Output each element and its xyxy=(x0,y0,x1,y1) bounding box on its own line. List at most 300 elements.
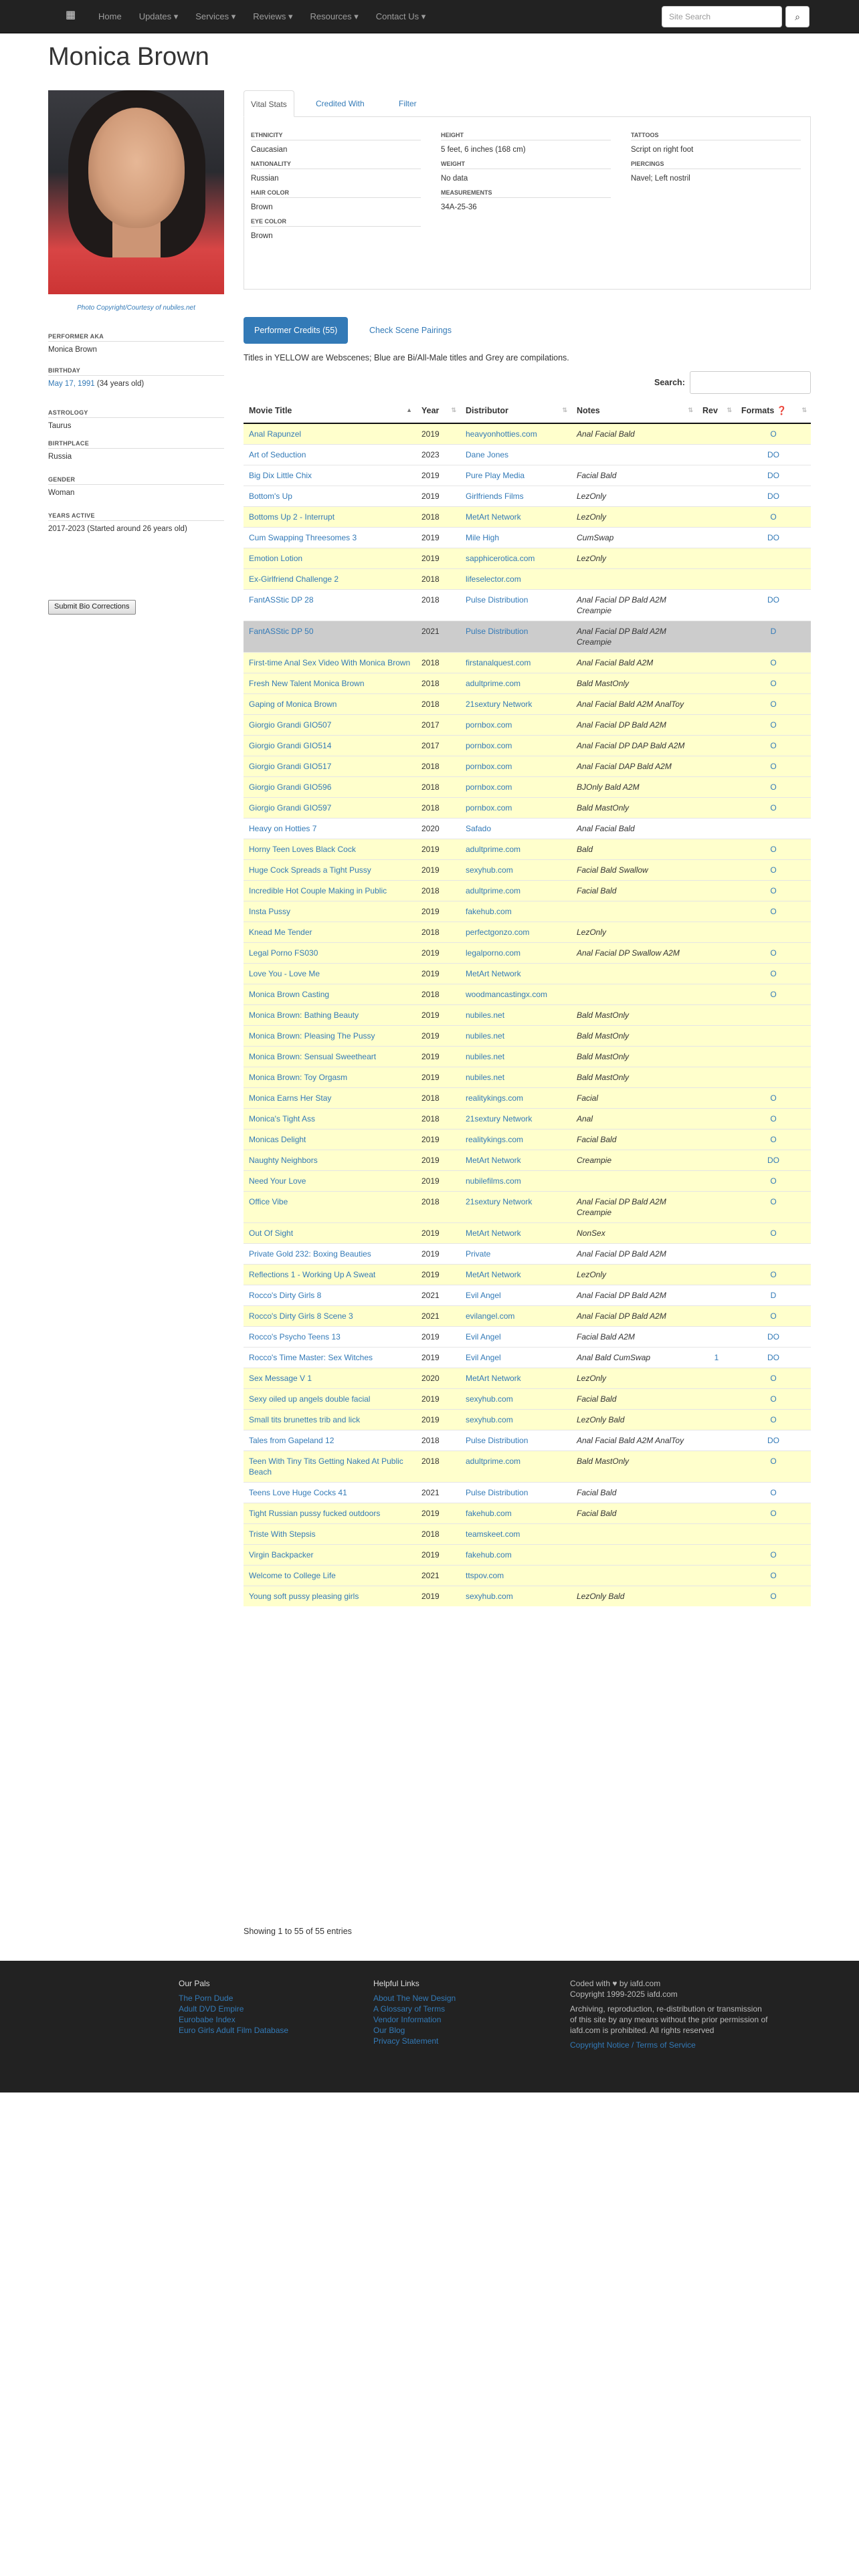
notes-cell: LezOnly xyxy=(571,922,697,943)
tab-performer-credits[interactable]: Performer Credits (55) xyxy=(244,317,348,344)
distributor-link[interactable]: nubilefilms.com xyxy=(460,1171,571,1192)
tab-credited-with[interactable]: Credited With xyxy=(316,99,365,108)
formats-cell[interactable]: O xyxy=(736,1566,811,1586)
nav-services[interactable]: Services ▾ xyxy=(195,11,236,21)
footer-link[interactable]: Eurobabe Index xyxy=(179,2015,235,2024)
formats-cell[interactable] xyxy=(736,1067,811,1088)
formats-cell[interactable]: O xyxy=(736,1265,811,1285)
rev-cell[interactable] xyxy=(697,839,736,860)
movie-title-link[interactable]: Legal Porno FS030 xyxy=(244,943,416,964)
formats-cell[interactable]: O xyxy=(736,756,811,777)
rev-cell[interactable] xyxy=(697,777,736,798)
movie-title-link[interactable]: Insta Pussy xyxy=(244,901,416,922)
rev-cell[interactable] xyxy=(697,860,736,881)
distributor-link[interactable]: evilangel.com xyxy=(460,1306,571,1327)
rev-cell[interactable] xyxy=(697,1586,736,1607)
distributor-link[interactable]: nubiles.net xyxy=(460,1067,571,1088)
distributor-link[interactable]: 21sextury Network xyxy=(460,1192,571,1223)
rev-cell[interactable] xyxy=(697,1327,736,1348)
formats-cell[interactable]: O xyxy=(736,881,811,901)
distributor-link[interactable]: Pulse Distribution xyxy=(460,621,571,653)
distributor-link[interactable]: Pure Play Media xyxy=(460,465,571,486)
rev-cell[interactable] xyxy=(697,569,736,590)
formats-cell[interactable]: O xyxy=(736,1130,811,1150)
table-row xyxy=(244,1503,811,1524)
movie-title-link[interactable]: Sex Message V 1 xyxy=(244,1368,416,1389)
movie-title-link[interactable]: Tight Russian pussy fucked outdoors xyxy=(244,1503,416,1524)
movie-title-link[interactable]: Gaping of Monica Brown xyxy=(244,694,416,715)
notes-cell: Anal Facial DP Swallow A2M xyxy=(571,943,697,964)
movie-title-link[interactable]: Giorgio Grandi GIO597 xyxy=(244,798,416,819)
distributor-link[interactable]: 21sextury Network xyxy=(460,694,571,715)
year-cell: 2018 xyxy=(416,1451,460,1483)
site-search-input[interactable]: Site Search xyxy=(662,6,782,27)
distributor-link[interactable]: Evil Angel xyxy=(460,1348,571,1368)
rev-cell[interactable] xyxy=(697,590,736,621)
rev-cell[interactable] xyxy=(697,1503,736,1524)
year-cell: 2019 xyxy=(416,1067,460,1088)
rev-cell[interactable] xyxy=(697,1566,736,1586)
formats-cell[interactable]: O xyxy=(736,673,811,694)
movie-title-link[interactable]: Rocco's Dirty Girls 8 Scene 3 xyxy=(244,1306,416,1327)
movie-title-link[interactable]: Emotion Lotion xyxy=(244,548,416,569)
formats-cell[interactable] xyxy=(736,548,811,569)
formats-cell[interactable]: O xyxy=(736,1389,811,1410)
distributor-link[interactable]: Pulse Distribution xyxy=(460,590,571,621)
bio-value: Woman xyxy=(48,489,75,497)
nav-updates[interactable]: Updates ▾ xyxy=(138,11,179,21)
movie-title-link[interactable]: Giorgio Grandi GIO596 xyxy=(244,777,416,798)
formats-cell[interactable]: O xyxy=(736,715,811,736)
notes-cell: Facial Bald xyxy=(571,465,697,486)
movie-title-link[interactable]: Love You - Love Me xyxy=(244,964,416,984)
footer-link[interactable]: A Glossary of Terms xyxy=(373,2004,446,2014)
distributor-link[interactable]: sexyhub.com xyxy=(460,860,571,881)
rev-cell[interactable] xyxy=(697,445,736,465)
nav-resources[interactable]: Resources ▾ xyxy=(310,11,359,21)
movie-title-link[interactable]: Teen With Tiny Tits Getting Naked At Public Beach xyxy=(244,1451,416,1483)
movie-title-link[interactable]: Out Of Sight xyxy=(244,1223,416,1244)
submit-corrections-button[interactable]: Submit Bio Corrections xyxy=(48,600,136,615)
formats-cell[interactable]: O xyxy=(736,943,811,964)
table-row xyxy=(244,715,811,736)
formats-cell[interactable]: O xyxy=(736,984,811,1005)
col-year[interactable]: Year ⇅ xyxy=(416,399,460,423)
distributor-link[interactable]: adultprime.com xyxy=(460,673,571,694)
formats-cell[interactable]: O xyxy=(736,694,811,715)
rev-cell[interactable] xyxy=(697,507,736,528)
distributor-link[interactable]: sexyhub.com xyxy=(460,1410,571,1430)
movie-title-link[interactable]: FantASStic DP 28 xyxy=(244,590,416,621)
distributor-link[interactable]: MetArt Network xyxy=(460,1223,571,1244)
distributor-link[interactable]: legalporno.com xyxy=(460,943,571,964)
formats-cell[interactable]: O xyxy=(736,777,811,798)
movie-title-link[interactable]: Rocco's Psycho Teens 13 xyxy=(244,1327,416,1348)
distributor-link[interactable]: adultprime.com xyxy=(460,839,571,860)
movie-title-link[interactable]: Office Vibe xyxy=(244,1192,416,1223)
rev-cell[interactable] xyxy=(697,1265,736,1285)
movie-title-link[interactable]: Cum Swapping Threesomes 3 xyxy=(244,528,416,548)
formats-cell[interactable]: O xyxy=(736,964,811,984)
distributor-link[interactable]: ttspov.com xyxy=(460,1566,571,1586)
distributor-link[interactable]: nubiles.net xyxy=(460,1047,571,1067)
footer-link[interactable]: Vendor Information xyxy=(373,2015,442,2024)
formats-cell[interactable] xyxy=(736,1005,811,1026)
rev-cell[interactable] xyxy=(697,736,736,756)
formats-cell[interactable]: O xyxy=(736,1171,811,1192)
distributor-link[interactable]: perfectgonzo.com xyxy=(460,922,571,943)
formats-cell[interactable]: O xyxy=(736,798,811,819)
vital-value: Caucasian xyxy=(251,146,288,154)
year-cell: 2021 xyxy=(416,1306,460,1327)
formats-cell[interactable]: O xyxy=(736,1586,811,1607)
notes-cell: Anal Facial Bald xyxy=(571,423,697,445)
movie-title-link[interactable]: Tales from Gapeland 12 xyxy=(244,1430,416,1451)
formats-cell[interactable]: O xyxy=(736,1088,811,1109)
year-cell: 2019 xyxy=(416,1327,460,1348)
formats-cell[interactable] xyxy=(736,1047,811,1067)
movie-title-link[interactable]: Rocco's Dirty Girls 8 xyxy=(244,1285,416,1306)
notes-cell: Facial Bald xyxy=(571,1483,697,1503)
distributor-link[interactable]: pornbox.com xyxy=(460,798,571,819)
distributor-link[interactable]: Private xyxy=(460,1244,571,1265)
distributor-link[interactable]: pornbox.com xyxy=(460,715,571,736)
footer-link[interactable]: The Porn Dude xyxy=(179,1994,233,2003)
rev-cell[interactable] xyxy=(697,673,736,694)
nav-contact[interactable]: Contact Us ▾ xyxy=(375,11,426,21)
movie-title-link[interactable]: Giorgio Grandi GIO514 xyxy=(244,736,416,756)
movie-title-link[interactable]: Need Your Love xyxy=(244,1171,416,1192)
rev-cell[interactable] xyxy=(697,653,736,673)
formats-cell[interactable]: O xyxy=(736,1483,811,1503)
rev-cell[interactable] xyxy=(697,1171,736,1192)
formats-cell[interactable]: O xyxy=(736,1410,811,1430)
movie-title-link[interactable]: Rocco's Time Master: Sex Witches xyxy=(244,1348,416,1368)
col-movie-title[interactable]: Movie Title ▲ xyxy=(244,399,416,423)
rev-cell[interactable] xyxy=(697,1483,736,1503)
movie-title-link[interactable]: Sexy oiled up angels double facial xyxy=(244,1389,416,1410)
year-cell: 2021 xyxy=(416,1483,460,1503)
distributor-link[interactable]: pornbox.com xyxy=(460,777,571,798)
formats-cell[interactable]: D xyxy=(736,1285,811,1306)
movie-title-link[interactable]: Incredible Hot Couple Making in Public xyxy=(244,881,416,901)
formats-cell[interactable]: O xyxy=(736,1109,811,1130)
rev-cell[interactable] xyxy=(697,486,736,507)
table-row xyxy=(244,621,811,653)
rev-cell[interactable] xyxy=(697,1067,736,1088)
rev-cell[interactable] xyxy=(697,964,736,984)
formats-cell[interactable]: DO xyxy=(736,528,811,548)
movie-title-link[interactable]: Small tits brunettes trib and lick xyxy=(244,1410,416,1430)
movie-title-link[interactable]: Virgin Backpacker xyxy=(244,1545,416,1566)
terms-link[interactable]: Copyright Notice / Terms of Service xyxy=(570,2040,696,2050)
rev-cell[interactable] xyxy=(697,922,736,943)
rev-cell[interactable] xyxy=(697,1306,736,1327)
rev-cell[interactable] xyxy=(697,943,736,964)
rev-cell[interactable] xyxy=(697,1223,736,1244)
movie-title-link[interactable]: Art of Seduction xyxy=(244,445,416,465)
rev-cell[interactable] xyxy=(697,621,736,653)
distributor-link[interactable]: adultprime.com xyxy=(460,881,571,901)
table-row xyxy=(244,1026,811,1047)
rev-cell[interactable] xyxy=(697,1005,736,1026)
distributor-link[interactable]: realitykings.com xyxy=(460,1088,571,1109)
movie-title-link[interactable]: Monica Brown Casting xyxy=(244,984,416,1005)
rev-cell[interactable] xyxy=(697,715,736,736)
formats-cell[interactable]: DO xyxy=(736,1327,811,1348)
movie-title-link[interactable]: Reflections 1 - Working Up A Sweat xyxy=(244,1265,416,1285)
formats-cell[interactable]: O xyxy=(736,736,811,756)
distributor-link[interactable]: Girlfriends Films xyxy=(460,486,571,507)
distributor-link[interactable]: pornbox.com xyxy=(460,736,571,756)
bio-birthday xyxy=(48,367,224,388)
movie-title-link[interactable]: Bottoms Up 2 - Interrupt xyxy=(244,507,416,528)
notes-cell xyxy=(571,1566,697,1586)
formats-cell[interactable]: O xyxy=(736,507,811,528)
distributor-link[interactable]: lifeselector.com xyxy=(460,569,571,590)
movie-title-link[interactable]: Giorgio Grandi GIO517 xyxy=(244,756,416,777)
formats-cell[interactable]: O xyxy=(736,1545,811,1566)
year-cell: 2018 xyxy=(416,922,460,943)
table-row xyxy=(244,1285,811,1306)
footer-heading: Our Pals xyxy=(179,1979,210,1988)
formats-cell[interactable] xyxy=(736,569,811,590)
movie-title-link[interactable]: Ex-Girlfriend Challenge 2 xyxy=(244,569,416,590)
distributor-link[interactable]: firstanalquest.com xyxy=(460,653,571,673)
movie-title-link[interactable]: Huge Cock Spreads a Tight Pussy xyxy=(244,860,416,881)
rev-cell[interactable] xyxy=(697,1545,736,1566)
distributor-link[interactable]: Mile High xyxy=(460,528,571,548)
rev-cell[interactable] xyxy=(697,1410,736,1430)
formats-cell[interactable]: O xyxy=(736,860,811,881)
footer-link[interactable]: About The New Design xyxy=(373,1994,456,2003)
formats-cell[interactable]: DO xyxy=(736,1150,811,1171)
rev-cell[interactable] xyxy=(697,1451,736,1483)
rev-cell[interactable] xyxy=(697,1244,736,1265)
distributor-link[interactable]: teamskeet.com xyxy=(460,1524,571,1545)
distributor-link[interactable]: MetArt Network xyxy=(460,964,571,984)
rev-cell[interactable] xyxy=(697,984,736,1005)
movie-title-link[interactable]: Welcome to College Life xyxy=(244,1566,416,1586)
distributor-link[interactable]: heavyonhotties.com xyxy=(460,423,571,445)
movie-title-link[interactable]: Teens Love Huge Cocks 41 xyxy=(244,1483,416,1503)
photo-credit-link[interactable]: Photo Copyright/Courtesy of nubiles.net xyxy=(77,304,195,312)
formats-cell[interactable]: O xyxy=(736,901,811,922)
rev-cell[interactable] xyxy=(697,1430,736,1451)
movie-title-link[interactable]: Anal Rapunzel xyxy=(244,423,416,445)
movie-title-link[interactable]: Knead Me Tender xyxy=(244,922,416,943)
distributor-link[interactable]: sexyhub.com xyxy=(460,1389,571,1410)
distributor-link[interactable]: realitykings.com xyxy=(460,1130,571,1150)
rev-cell[interactable] xyxy=(697,1524,736,1545)
vital-value: 34A-25-36 xyxy=(441,203,477,211)
rev-cell[interactable] xyxy=(697,1150,736,1171)
tab-vital-stats[interactable]: Vital Stats xyxy=(244,90,294,117)
nav-reviews[interactable]: Reviews ▾ xyxy=(253,11,293,21)
notes-cell xyxy=(571,1545,697,1566)
distributor-link[interactable]: Evil Angel xyxy=(460,1327,571,1348)
formats-cell[interactable]: O xyxy=(736,1306,811,1327)
vital-col-1 xyxy=(251,132,421,247)
distributor-link[interactable]: Pulse Distribution xyxy=(460,1483,571,1503)
table-row xyxy=(244,1088,811,1109)
distributor-link[interactable]: fakehub.com xyxy=(460,1503,571,1524)
formats-cell[interactable]: D xyxy=(736,621,811,653)
formats-cell[interactable]: O xyxy=(736,1223,811,1244)
rev-cell[interactable] xyxy=(697,1285,736,1306)
notes-cell: Facial Bald xyxy=(571,1130,697,1150)
rev-cell[interactable] xyxy=(697,819,736,839)
vital-value: Russian xyxy=(251,175,279,183)
bio-years-active xyxy=(48,512,224,533)
movie-title-link[interactable]: Monica Brown: Sensual Sweetheart xyxy=(244,1047,416,1067)
rev-cell[interactable] xyxy=(697,881,736,901)
formats-cell[interactable]: O xyxy=(736,839,811,860)
rev-cell[interactable] xyxy=(697,798,736,819)
vital-value: Navel; Left nostril xyxy=(631,175,690,183)
formats-cell[interactable]: O xyxy=(736,1192,811,1223)
footer-copyright xyxy=(570,1978,771,2050)
distributor-link[interactable]: woodmancastingx.com xyxy=(460,984,571,1005)
rev-cell[interactable] xyxy=(697,1192,736,1223)
rev-cell[interactable] xyxy=(697,1368,736,1389)
distributor-link[interactable]: sexyhub.com xyxy=(460,1586,571,1607)
formats-cell[interactable]: O xyxy=(736,423,811,445)
movie-title-link[interactable]: Monicas Delight xyxy=(244,1130,416,1150)
formats-cell[interactable]: DO xyxy=(736,486,811,507)
distributor-link[interactable]: MetArt Network xyxy=(460,1265,571,1285)
search-icon[interactable]: ⌕ xyxy=(785,6,809,27)
distributor-link[interactable]: fakehub.com xyxy=(460,901,571,922)
rev-cell[interactable] xyxy=(697,1109,736,1130)
rev-cell[interactable] xyxy=(697,1088,736,1109)
table-row xyxy=(244,1586,811,1607)
rev-cell[interactable] xyxy=(697,694,736,715)
notes-cell: BJOnly Bald A2M xyxy=(571,777,697,798)
movie-title-link[interactable]: Naughty Neighbors xyxy=(244,1150,416,1171)
distributor-link[interactable]: 21sextury Network xyxy=(460,1109,571,1130)
formats-cell[interactable]: DO xyxy=(736,465,811,486)
tab-scene-pairings[interactable]: Check Scene Pairings xyxy=(369,326,452,335)
table-row xyxy=(244,1130,811,1150)
distributor-link[interactable]: MetArt Network xyxy=(460,1150,571,1171)
footer xyxy=(0,1961,859,2092)
col-rev[interactable]: Rev ⇅ xyxy=(697,399,736,423)
rev-cell[interactable] xyxy=(697,423,736,445)
notes-cell: Anal Facial DP DAP Bald A2M xyxy=(571,736,697,756)
credits-table xyxy=(244,399,811,1606)
formats-cell[interactable]: DO xyxy=(736,1348,811,1368)
footer-link[interactable]: Euro Girls Adult Film Database xyxy=(179,2026,289,2035)
col-distributor[interactable]: Distributor ⇅ xyxy=(460,399,571,423)
distributor-link[interactable]: Evil Angel xyxy=(460,1285,571,1306)
formats-cell[interactable] xyxy=(736,1026,811,1047)
distributor-link[interactable]: Pulse Distribution xyxy=(460,1430,571,1451)
notes-cell: Bald MastOnly xyxy=(571,1451,697,1483)
movie-title-link[interactable]: Heavy on Hotties 7 xyxy=(244,819,416,839)
distributor-link[interactable]: fakehub.com xyxy=(460,1545,571,1566)
movie-title-link[interactable]: Monica Brown: Pleasing The Pussy xyxy=(244,1026,416,1047)
notes-cell: LezOnly xyxy=(571,1368,697,1389)
rev-cell[interactable]: 1 xyxy=(697,1348,736,1368)
tab-filter[interactable]: Filter xyxy=(399,99,417,108)
movie-title-link[interactable]: Monica's Tight Ass xyxy=(244,1109,416,1130)
birthday-link[interactable]: May 17, 1991 xyxy=(48,380,95,388)
formats-cell[interactable]: O xyxy=(736,1503,811,1524)
home-icon[interactable]: ▦ xyxy=(66,9,76,21)
color-legend-note: Titles in YELLOW are Webscenes; Blue are Bi/All-Male titles and Grey are compilations. xyxy=(244,353,569,362)
formats-cell[interactable]: DO xyxy=(736,1430,811,1451)
rev-cell[interactable] xyxy=(697,1130,736,1150)
distributor-link[interactable]: MetArt Network xyxy=(460,1368,571,1389)
rev-cell[interactable] xyxy=(697,1026,736,1047)
movie-title-link[interactable]: Big Dix Little Chix xyxy=(244,465,416,486)
table-search-input[interactable] xyxy=(690,371,811,394)
movie-title-link[interactable]: Giorgio Grandi GIO507 xyxy=(244,715,416,736)
nav-home[interactable]: Home xyxy=(98,11,122,21)
rev-cell[interactable] xyxy=(697,756,736,777)
movie-title-link[interactable]: First-time Anal Sex Video With Monica Brown xyxy=(244,653,416,673)
movie-title-link[interactable]: Monica Earns Her Stay xyxy=(244,1088,416,1109)
vital-label: HAIR COLOR xyxy=(251,189,421,198)
formats-cell[interactable]: O xyxy=(736,1451,811,1483)
year-cell: 2018 xyxy=(416,881,460,901)
movie-title-link[interactable]: Monica Brown: Bathing Beauty xyxy=(244,1005,416,1026)
notes-cell: NonSex xyxy=(571,1223,697,1244)
movie-title-link[interactable]: Young soft pussy pleasing girls xyxy=(244,1586,416,1607)
footer-link[interactable]: Our Blog xyxy=(373,2026,405,2035)
col-formats[interactable]: Formats ❓ ⇅ xyxy=(736,399,811,423)
notes-cell: Facial Bald Swallow xyxy=(571,860,697,881)
formats-cell[interactable] xyxy=(736,1244,811,1265)
movie-title-link[interactable]: Horny Teen Loves Black Cock xyxy=(244,839,416,860)
formats-cell[interactable] xyxy=(736,1524,811,1545)
formats-cell[interactable]: O xyxy=(736,653,811,673)
movie-title-link[interactable]: Bottom's Up xyxy=(244,486,416,507)
rev-cell[interactable] xyxy=(697,548,736,569)
formats-cell[interactable]: O xyxy=(736,1368,811,1389)
distributor-link[interactable]: sapphicerotica.com xyxy=(460,548,571,569)
year-cell: 2019 xyxy=(416,943,460,964)
distributor-link[interactable]: nubiles.net xyxy=(460,1026,571,1047)
distributor-link[interactable]: pornbox.com xyxy=(460,756,571,777)
movie-title-link[interactable]: Fresh New Talent Monica Brown xyxy=(244,673,416,694)
movie-title-link[interactable]: Private Gold 232: Boxing Beauties xyxy=(244,1244,416,1265)
movie-title-link[interactable]: Monica Brown: Toy Orgasm xyxy=(244,1067,416,1088)
rev-cell[interactable] xyxy=(697,465,736,486)
col-notes[interactable]: Notes ⇅ xyxy=(571,399,697,423)
distributor-link[interactable]: MetArt Network xyxy=(460,507,571,528)
table-row xyxy=(244,736,811,756)
footer-link[interactable]: Privacy Statement xyxy=(373,2036,439,2046)
movie-title-link[interactable]: Triste With Stepsis xyxy=(244,1524,416,1545)
distributor-link[interactable]: Safado xyxy=(460,819,571,839)
footer-link[interactable]: Adult DVD Empire xyxy=(179,2004,244,2014)
rev-cell[interactable] xyxy=(697,901,736,922)
distributor-link[interactable]: Dane Jones xyxy=(460,445,571,465)
astrology-link[interactable]: Taurus xyxy=(48,422,72,430)
rev-cell[interactable] xyxy=(697,528,736,548)
rev-cell[interactable] xyxy=(697,1047,736,1067)
movie-title-link[interactable]: FantASStic DP 50 xyxy=(244,621,416,653)
distributor-link[interactable]: adultprime.com xyxy=(460,1451,571,1483)
formats-cell[interactable] xyxy=(736,819,811,839)
formats-cell[interactable]: DO xyxy=(736,445,811,465)
rev-cell[interactable] xyxy=(697,1389,736,1410)
formats-cell[interactable] xyxy=(736,922,811,943)
distributor-link[interactable]: nubiles.net xyxy=(460,1005,571,1026)
formats-cell[interactable]: DO xyxy=(736,590,811,621)
